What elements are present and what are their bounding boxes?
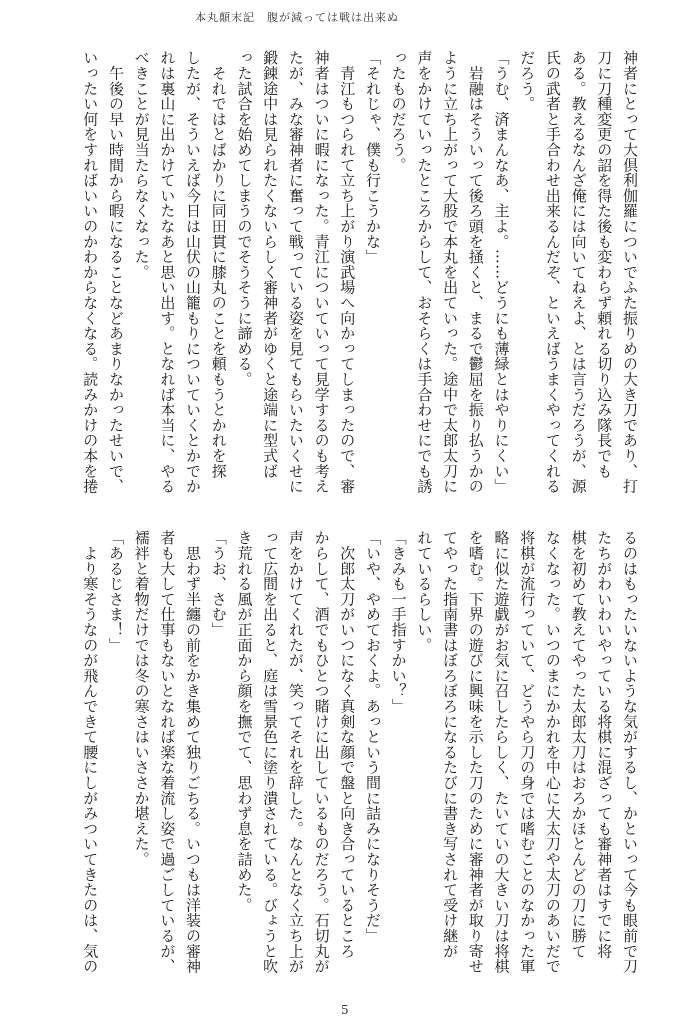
text-line: 岩融はそういって後ろ頭を掻くと、まるで鬱屈を振り払うかの — [466, 50, 485, 494]
lower-text-block — [76, 530, 642, 990]
text-line: からして、酒でもひとつ賭けに出しているものだろう。石切丸が — [312, 530, 331, 974]
text-line: 者も大して仕事もないとなれば楽な着流し姿で過ごしているが、 — [158, 530, 177, 974]
text-line: 次郎太刀がいつになく真剣な顔で盤と向き合っているところ — [338, 530, 357, 959]
text-line: 刀に刀種変更の詔を得た後も変わらず頼れる切り込み隊長でも — [595, 50, 614, 479]
text-line: ように立ち上がって大股で本丸を出ていった。途中で太郎太刀に — [441, 50, 460, 494]
text-line: 氏の武者と手合わせ出来るんだぞ、といえばうまくやってくれる — [543, 50, 562, 494]
text-line: 「うむ、済まんなあ、主よ。……どうにも薄緑とはやりにくい」 — [492, 50, 511, 494]
page-number: 5 — [341, 1003, 349, 1017]
text-line: だろう。 — [518, 50, 537, 112]
text-line: れは裏山に出かけていたなあと思い出す。となれば本当に、やる — [158, 50, 177, 494]
text-line: 「うお、さむ」 — [209, 530, 228, 638]
text-line: 将棋が流行っていて、どうやら刀の身では嗜むことのなかった軍 — [518, 530, 537, 974]
text-line: したが、そういえば今日は山伏の山籠もりについていくとかでか — [184, 50, 203, 494]
text-line: ったものだろう。 — [389, 50, 408, 173]
text-line: 略に似た遊戯がお気に召したらしく、たいていの大きい刀は将棋 — [492, 530, 511, 974]
text-line: き荒れる風が正面から顔を撫でて、思わず息を詰めた。 — [235, 530, 254, 913]
text-line: 棋を初めて教えてやった太郎太刀はおろかほとんどの刀に勝て — [569, 530, 588, 959]
text-line: たが、みな審神者に奮って戦っている姿を見てもらいたいくせに — [286, 50, 305, 494]
text-line: てやった指南書はぼろぼろになるたびに書き写されて受け継が — [441, 530, 460, 959]
text-line: るのはもったいないような気がするし、かといって今も眼前で刀 — [621, 530, 639, 974]
text-line: 神者にとって大倶利伽羅についでふた振りめの大き刀であり、打 — [621, 50, 639, 494]
text-line: 午後の早い時間から暇になることなどあまりなかったせいで、 — [106, 50, 125, 494]
text-line: 鍛錬途中は見られたくないらしく審神者がゆくと途端に型式ば — [261, 50, 280, 479]
text-line: べきことが見当たらなくなった。 — [132, 50, 151, 280]
running-header: 本丸顛末記 腹が減っては戦は出来ぬ — [195, 11, 399, 24]
text-line: ある。教えるなんざ俺には向いてねえよ、とは言うだろうが、源 — [569, 50, 588, 494]
text-line: 襦袢と着物だけでは冬の寒さはいささか堪えた。 — [132, 530, 151, 867]
text-line: 「きみも一手指すかい？」 — [389, 530, 408, 714]
text-line: 声をかけてくれたが、笑ってそれを辞した。なんとなく立ち上が — [286, 530, 305, 974]
text-line: 思わず半纏の前をかき集めて独りごちる。いつもは洋装の審神 — [184, 530, 203, 974]
text-line: 「あるじさま！」 — [106, 530, 125, 653]
text-line: より寒そうなのが飛んできて腰にしがみついてきたのは、気の — [81, 530, 100, 974]
text-line: 神者はついに暇になった。青江についていって見学するのも考え — [312, 50, 331, 494]
text-line: なくなった。いつのまにかかれを中心に大太刀や太刀のあいだで — [543, 530, 562, 974]
text-line: を嗜む。下界の遊びに興味を示した刀のために審神者が取り寄せ — [466, 530, 485, 974]
text-line: 「それじゃ、僕も行こうかな」 — [363, 50, 382, 265]
text-line: った試合を始めてしまうのでそうそうに諦める。 — [235, 50, 254, 387]
text-line: れているらしい。 — [415, 530, 434, 653]
text-line: 声をかけていったところからして、おそらくは手合わせにでも誘 — [415, 50, 434, 494]
text-line: って広間を出ると、庭は雪景色に塗り潰されている。びょうと吹 — [261, 530, 280, 974]
upper-text-block — [76, 50, 642, 505]
text-line: たちがわいわいやっている将棋に混ざっても審神者はすでに将 — [595, 530, 614, 959]
text-line: いったい何をすればいいのかわからなくなる。読みかけの本を捲 — [81, 50, 100, 494]
text-line: 青江もつられて立ち上がり演武場へ向かってしまったので、審 — [338, 50, 357, 494]
text-line: それではとばかりに同田貫に膝丸のことを頼もうとかれを探 — [209, 50, 228, 479]
text-line: 「いや、やめておくよ。あっという間に詰みになりそうだ」 — [363, 530, 382, 944]
